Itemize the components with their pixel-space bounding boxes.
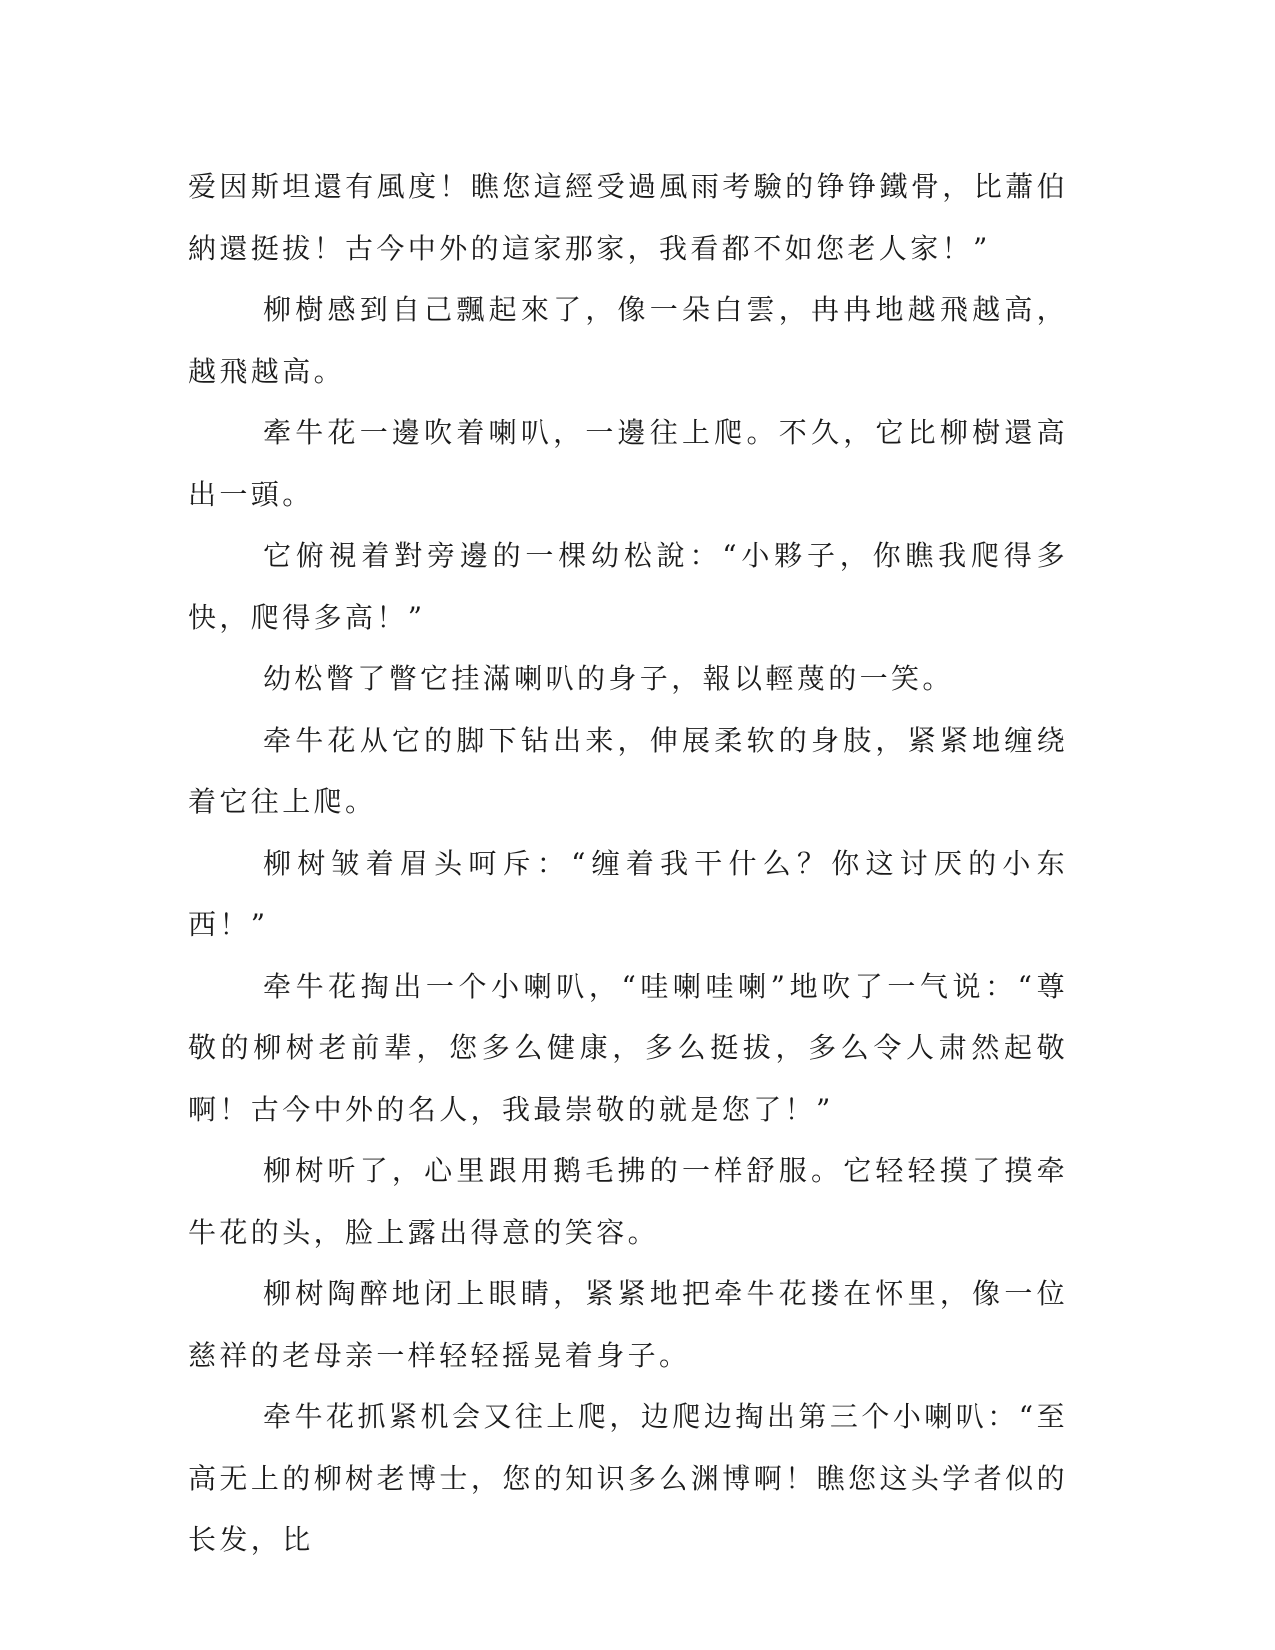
paragraph-5: 幼松瞥了瞥它挂滿喇叭的身子，報以輕蔑的一笑。 [263, 662, 954, 695]
paragraph-8: 牵牛花掏出一个小喇叭，“哇喇哇喇”地吹了一气说：“尊敬的柳树老前辈，您多么健康，多么挺拔，多么令人肃然起敬啊！古今中外的名人，我最崇敬的就是您了！” [188, 969, 1068, 1126]
paragraph-1: 爱因斯坦還有風度！瞧您這經受過風雨考驗的铮铮鐵骨，比蕭伯納還挺拔！古今中外的這家那家，我看都不如您老人家！” [188, 170, 1068, 265]
paragraph-2: 柳樹感到自己飄起來了，像一朵白雲，冉冉地越飛越高，越飛越高。 [188, 293, 1068, 388]
paragraph-7: 柳树皱着眉头呵斥：“缠着我干什么？你这讨厌的小东西！” [188, 846, 1068, 941]
paragraph-11: 牵牛花抓紧机会又往上爬，边爬边掏出第三个小喇叭：“至高无上的柳树老博士，您的知识多么渊博啊！瞧您这头学者似的长发，比 [188, 1400, 1068, 1556]
paragraph-9: 柳树听了，心里跟用鹅毛拂的一样舒服。它轻轻摸了摸牵牛花的头，脸上露出得意的笑容。 [188, 1154, 1068, 1249]
paragraph-4: 它俯視着對旁邊的一棵幼松說：“小夥子，你瞧我爬得多快，爬得多高！” [188, 539, 1068, 634]
paragraph-6: 牵牛花从它的脚下钻出来，伸展柔软的身肢，紧紧地缠绕着它往上爬。 [188, 723, 1068, 818]
paragraph-3: 牽牛花一邊吹着喇叭，一邊往上爬。不久，它比柳樹還高出一頭。 [188, 416, 1068, 511]
paragraph-10: 柳树陶醉地闭上眼睛，紧紧地把牵牛花搂在怀里，像一位慈祥的老母亲一样轻轻摇晃着身子。 [188, 1277, 1068, 1372]
document-body [188, 156, 1068, 1571]
